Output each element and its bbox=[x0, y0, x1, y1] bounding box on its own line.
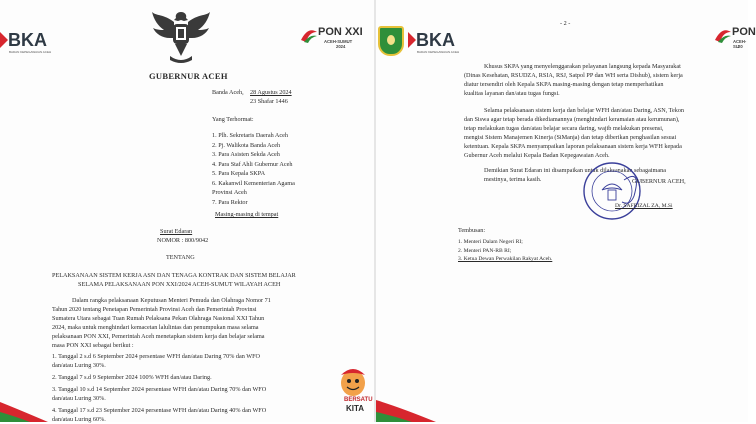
body-line: Dalam rangka pelaksanaan Keputusan Menteri Pemuda dan Olahraga Nomor 71 bbox=[72, 297, 271, 304]
cc-item: 3. Ketua Dewan Perwakilan Rakyat Aceh. bbox=[458, 256, 553, 262]
subject-line-1: PELAKSANAAN SISTEM KERJA ASN DAN TENAGA KONTRAK DAN SISTEM BELAJAR bbox=[52, 272, 296, 279]
recipient-list bbox=[212, 131, 295, 207]
recipient-item: Provinsi Aceh bbox=[212, 189, 247, 196]
cc-heading: Tembusan: bbox=[458, 227, 486, 234]
subject-line-2: SELAMA PELAKSANAAN PON XXI/2024 ACEH-SUMUT WILAYAH ACEH bbox=[78, 281, 281, 288]
pon-logo-icon bbox=[714, 28, 732, 44]
cc-list bbox=[458, 238, 552, 264]
date-gregorian: 28 Agustus 2024 bbox=[250, 89, 292, 96]
body-line: Tahun 2020 tentang Penetapan Pemerintah Provinsi Aceh dan Pemerintah Provinsi bbox=[52, 306, 257, 313]
point-item: dan/atau Luring 60%. bbox=[52, 416, 106, 423]
point-item: dan/atau Luring 30%. bbox=[52, 362, 106, 369]
pon-logo-text: PON XXI bbox=[318, 26, 363, 38]
paragraph-line: mestinya, terima kasih. bbox=[484, 176, 542, 183]
point-item: 2. Tanggal 7 s.d 9 September 2024 100% WFH dan/atau Daring. bbox=[52, 374, 212, 381]
mascot-text-1: BERSATU bbox=[344, 397, 373, 403]
paragraph-line: tetap melakukan tugas dan/atau belajar secara daring, wajib melakukan presensi, bbox=[464, 125, 664, 132]
pon-logo-text: PON bbox=[732, 26, 756, 38]
place-line: Masing-masing di tempat bbox=[215, 211, 279, 218]
aceh-emblem-icon bbox=[378, 26, 404, 56]
point-item: dan/atau Luring 30%. bbox=[52, 395, 106, 402]
garuda-emblem-icon bbox=[150, 8, 212, 66]
point-item: 1. Tanggal 2 s.d 6 September 2024 persentase WFH dan/atau Daring 70% dan WFO bbox=[52, 353, 261, 360]
corner-decoration-icon bbox=[376, 398, 436, 422]
paragraph-1 bbox=[464, 62, 683, 98]
body-line: Sumatera Utara sebagai Tuan Rumah Pelaksana Pekan Olahraga Nasional XXI Tahun bbox=[52, 315, 265, 322]
page-number: - 2 - bbox=[560, 20, 571, 27]
place-date-label: Banda Aceh, bbox=[212, 89, 244, 96]
paragraph-line: diatur tersendiri oleh Kepala SKPA masing-masing dengan tetap memperhatikan bbox=[464, 81, 664, 88]
addressee-heading: Yang Terhormat: bbox=[212, 116, 254, 123]
regarding-label: TENTANG bbox=[166, 254, 195, 261]
recipient-item: 5. Para Kepala SKPA bbox=[212, 170, 266, 177]
paragraph-2 bbox=[464, 106, 684, 160]
mascot-icon bbox=[335, 365, 373, 399]
recipient-item: 1. Plh. Sekretaris Daerah Aceh bbox=[212, 132, 288, 139]
point-item: 3. Tanggal 10 s.d 14 September 2024 persentase WFH dan/atau Daring 70% dan WFO bbox=[52, 386, 267, 393]
points-list bbox=[52, 352, 266, 424]
bka-logo-subtitle: BADAN KEPEGAWAIAN ACEH bbox=[9, 50, 52, 54]
body-line: 2024, maka untuk menghindari kemacetan lalulintas dan penumpukan masa selama bbox=[52, 324, 259, 331]
mascot-text-2: KITA bbox=[346, 404, 365, 413]
recipient-item: 4. Para Staf Ahli Gubernur Aceh bbox=[212, 160, 293, 168]
document-type: Surat Edaran bbox=[160, 228, 193, 235]
pon-logo-subtitle-1: ACEH-SUMUT bbox=[324, 39, 353, 44]
signatory-name: Dr. SAFRIZAL ZA, M.Si bbox=[615, 203, 673, 209]
paragraph-line: dan Siswa agar tetap berada dikediamannya (menghindari keramaian atau kerumunan), bbox=[464, 116, 680, 123]
paragraph-line: ketentuan. Kepala SKPA menyampaikan laporan pelaksanaan sistem kerja WFH kepada bbox=[464, 143, 682, 150]
recipient-item: 3. Para Asisten Sekda Aceh bbox=[212, 151, 280, 158]
pon-logo-subtitle-2: 20 bbox=[738, 44, 743, 49]
recipient-item: 7. Para Rektor bbox=[212, 198, 248, 206]
corner-decoration-icon bbox=[0, 396, 48, 422]
pon-logo-subtitle-2: 2024 bbox=[336, 44, 346, 49]
paragraph-line: Gubernur Aceh melalui Kepala Badan Kepegawaian Aceh. bbox=[464, 152, 610, 159]
paragraph-line: (Dinas Kesehatan, RSUDZA, RSIA, RSJ, Satpol PP dan WH serta Dishub), sistem kerja bbox=[464, 72, 683, 79]
signature-title: GUBERNUR ACEH, bbox=[632, 178, 686, 185]
paragraph-line: Khusus SKPA yang menyelenggarakan pelayanan langsung kepada Masyarakat bbox=[484, 63, 681, 70]
bka-logo-text: BKA bbox=[8, 30, 47, 50]
paragraph-line: Demikian Surat Edaran ini disampaikan untuk dilaksanakan sebagaimana bbox=[484, 167, 666, 174]
point-item: 4. Tanggal 17 s.d 23 September 2024 persentase WFH dan/atau Daring 40% dan WFO bbox=[52, 407, 267, 414]
letter-title: GUBERNUR ACEH bbox=[149, 71, 228, 81]
recipient-item: 6. Kakanwil Kementerian Agama bbox=[212, 179, 295, 187]
pon-logo-icon bbox=[300, 28, 318, 44]
document-number: NOMOR : 800/9042 bbox=[157, 237, 209, 244]
paragraph-line: kualitas layanan dan/atau tugas fungsi. bbox=[464, 90, 560, 97]
date-hijri: 23 Shafar 1446 bbox=[250, 98, 288, 105]
paragraph-line: mengisi Sistem Manajemen Kinerja (SiManja) dan tetap diberikan penghasilan sesuai bbox=[464, 134, 677, 141]
body-paragraph bbox=[52, 296, 271, 350]
bka-logo-text: BKA bbox=[416, 30, 455, 50]
recipient-item: 2. Pj. Walikota Banda Aceh bbox=[212, 141, 281, 149]
letter-page-2 bbox=[376, 0, 756, 422]
body-line: pelaksanaan PON XXI, Pemerintah Aceh menetapkan sistem kerja dan belajar selama bbox=[52, 333, 265, 340]
pon-logo-subtitle-1: ACEH-SU bbox=[733, 39, 747, 49]
bka-logo-subtitle: BADAN KEPEGAWAIAN ACEH bbox=[417, 50, 460, 54]
official-seal-icon bbox=[582, 160, 642, 222]
letter-page-1 bbox=[0, 0, 374, 422]
body-line: masa PON XXI sebagai berikut : bbox=[52, 342, 134, 349]
cc-item: 1. Menteri Dalam Negeri RI; bbox=[458, 239, 523, 245]
cc-item: 2. Menteri PAN-RB RI; bbox=[458, 247, 512, 254]
paragraph-line: Selama pelaksanaan sistem kerja dan belajar WFH dan/atau Daring, ASN, Tekon bbox=[484, 107, 685, 114]
